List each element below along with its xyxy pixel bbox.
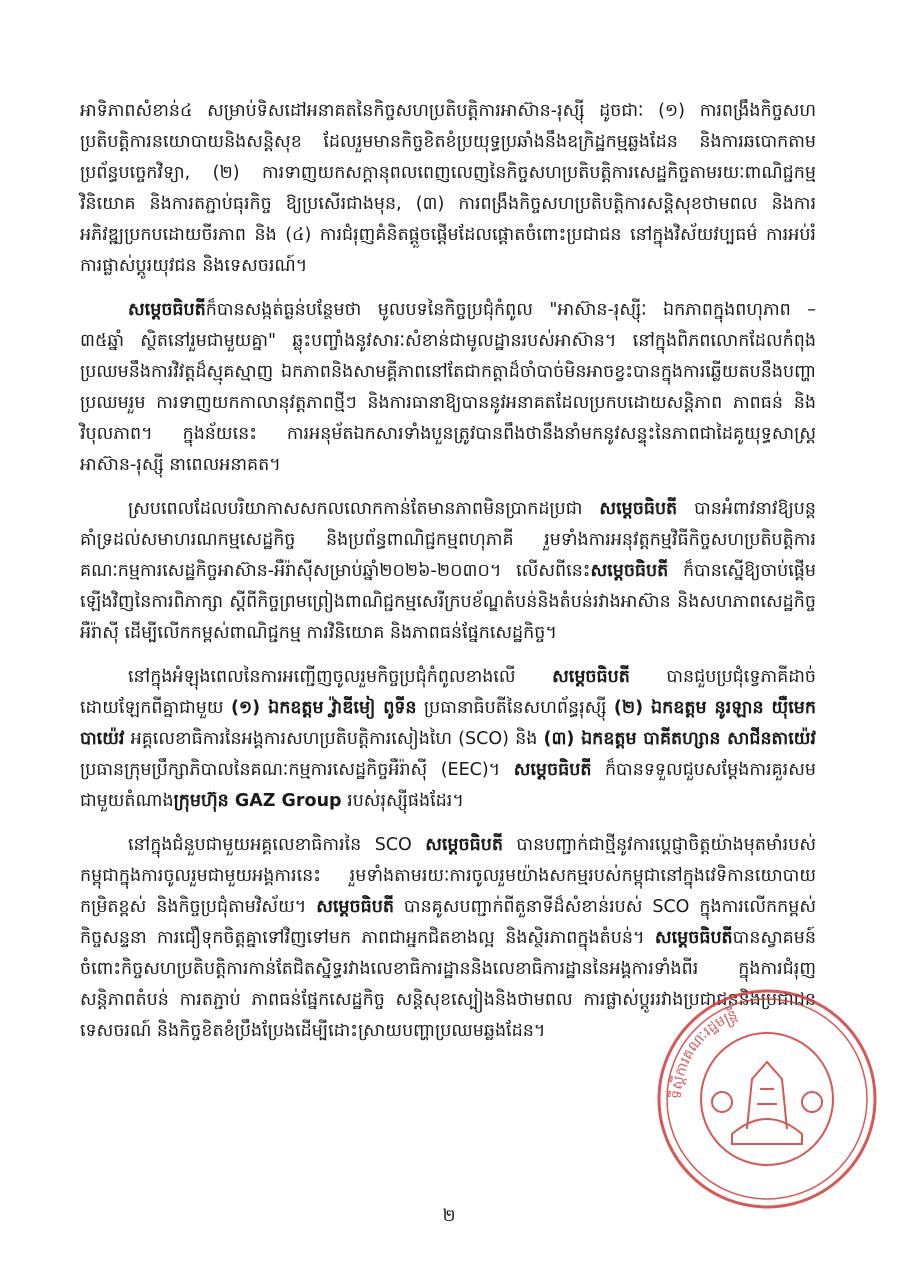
official-seal-icon bbox=[652, 984, 882, 1214]
document-body bbox=[80, 96, 816, 1060]
seal-emblem-right-figure bbox=[802, 1092, 822, 1112]
bold-text: សម្តេចធិបតី bbox=[552, 667, 630, 687]
bold-text: សម្តេចធិបតី bbox=[425, 835, 503, 855]
bold-text: សម្តេចធិបតី bbox=[513, 760, 592, 780]
paragraph-1 bbox=[80, 96, 816, 282]
bold-text: សម្តេចធិបតី bbox=[599, 499, 678, 519]
seal-center-ring bbox=[701, 1033, 833, 1165]
body-text: បានជួបប្រជុំទ្វេភាគីដាច់ដោយឡែកពីគ្នាជាមួយ bbox=[80, 667, 816, 718]
body-text: នៅក្នុងជំនួបជាមួយអគ្គលេខាធិការនៃ SCO bbox=[128, 835, 426, 855]
body-text: ក៏បានសង្កត់ធ្ងន់បន្ថែមថា មូលបទនៃកិច្ចប្រជុំកំពូល "អាស៊ាន-រុស្ស៊ីៈ ឯកភាពក្នុងពហុភាព – ៣៥ឆ្នាំ ស្ថិតនៅរួមជាមួយគ្នា" ឆ្លុះបញ្ចាំងនូវសារៈសំខាន់ជាមូលដ្ឋានរបស់អាស៊ាន។ នៅក្នុងពិភពលោកដែលកំពុងប្រឈមនឹងការវិវត្តដ៏ស្មុគស្មាញ ឯកភាពនិងសាមគ្គីភាពនៅតែជាកត្តាដ៏ចាំបាច់មិនអាចខ្វះបានក្នុងការឆ្លើយតបនឹងបញ្ហាប្រឈមរួម ការទាញយកកាលានុវត្តភាពថ្មីៗ និងការធានាឱ្យបាននូវអនាគតដែលប្រកបដោយសន្តិភាព ភាពធន់ និងវិបុលភាព។ ក្នុងន័យនេះ ការអនុម័តឯកសារទាំងបួនត្រូវបានពឹងថានឹងនាំមកនូវសន្ទុះនៃភាពជាដៃគូយុទ្ធសាស្ត្រអាស៊ាន-រុស្ស៊ី នាពេលអនាគត។ bbox=[80, 300, 816, 475]
bold-text: សម្តេចធិបតី bbox=[316, 897, 394, 917]
body-text: ស្របពេលដែលបរិយាកាសសកលលោកកាន់តែមានភាពមិនប្រាកដប្រជា bbox=[128, 499, 600, 519]
bold-text: សម្តេចធិបតី bbox=[590, 561, 669, 581]
body-text: បានគូសបញ្ជាក់ពីតួនាទីដ៏សំខាន់របស់ SCO ក្នុងការលើកកម្ពស់កិច្ចសន្ទនា ការជឿទុកចិត្តគ្នាទៅវិញទៅមក ភាពជាអ្នកជិតខាងល្អ និងស្ថិរភាពក្នុងតំបន់។ bbox=[80, 897, 816, 948]
bold-text: សម្តេចធិបតី bbox=[654, 928, 733, 948]
seal-emblem-left-figure bbox=[712, 1092, 732, 1112]
page-number: ២ bbox=[442, 1206, 456, 1226]
body-text: បានបញ្ជាក់ជាថ្មីនូវការប្តេជ្ញាចិត្តយ៉ាងមុតមាំរបស់កម្ពុជាក្នុងការចូលរួមជាមួយអង្គការនេះ រួមទាំងតាមរយៈការចូលរួមយ៉ាងសកម្មរបស់កម្ពុជានៅក្នុងវេទិកានយោបាយកម្រិតខ្ពស់ និងកិច្ចប្រជុំតាមវិស័យ។ bbox=[80, 835, 816, 917]
paragraph-2 bbox=[80, 295, 816, 481]
seal-ring-text: ទីស្តីការគណៈរដ្ឋមន្ត្រី bbox=[668, 1006, 740, 1100]
body-text: នៅក្នុងអំឡុងពេលនៃការអញ្ជើញចូលរួមកិច្ចប្រជុំកំពូលខាងលើ bbox=[128, 667, 553, 687]
bold-text: សម្តេចធិបតី bbox=[128, 300, 206, 320]
bold-text: (៣) ឯកឧត្តម បាគីតហ្សាន សាជីនតាយ៉េវ bbox=[543, 729, 816, 749]
body-text: ប្រធានាធិបតីនៃសហព័ន្ធរុស្ស៊ី bbox=[416, 698, 614, 718]
body-text: ប្រធានក្រុមប្រឹក្សាភិបាលនៃគណៈកម្មការសេដ្ឋកិច្ចអឺរ៉ាស៊ី (EEC)។ bbox=[80, 760, 514, 780]
seal-outer-ring bbox=[659, 991, 875, 1207]
body-text: អាទិភាពសំខាន់៤ សម្រាប់ទិសដៅអនាគតនៃកិច្ចសហប្រតិបត្តិការអាស៊ាន-រុស្ស៊ី ដូចជាៈ (១) ការពង្រឹងកិច្ចសហប្រតិបត្តិការនយោបាយនិងសន្តិសុខ ដែលរួមមានកិច្ចខិតខំប្រយុទ្ធប្រឆាំងនឹងឧក្រិដ្ឋកម្មឆ្លងដែន និងការឆបោកតាមប្រព័ន្ធបច្ចេកវិទ្យា, (២) ការទាញយកសក្តានុពលពេញលេញនៃកិច្ចសហប្រតិបត្តិការសេដ្ឋកិច្ចតាមរយៈពាណិជ្ជកម្ម វិនិយោគ និងការតភ្ជាប់ធុរកិច្ច ឱ្យប្រសើរជាងមុន, (៣) ការពង្រឹងកិច្ចសហប្រតិបត្តិការសន្តិសុខថាមពល និងការអភិវឌ្ឍប្រកបដោយចីរភាព និង (៤) ការជំរុញគំនិតផ្តួចផ្តើមដែលផ្តោតចំពោះប្រជាជន នៅក្នុងវិស័យវប្បធម៌ ការអប់រំ ការផ្លាស់ប្តូរយុវជន និងទេសចរណ៍។ bbox=[80, 101, 816, 276]
bold-text: (២) ឯកឧត្តម នូរឡាន យ៉ឺមេកបាយ៉េវ bbox=[80, 698, 816, 749]
body-text: របស់រុស្ស៊ីផងដែរ។ bbox=[341, 791, 464, 811]
body-text: អគ្គលេខាធិការនៃអង្គការសហប្រតិបត្តិការសៀងហៃ (SCO) និង bbox=[124, 729, 544, 749]
paragraph-4 bbox=[80, 662, 816, 817]
body-text: បានស្វាគមន៍ចំពោះកិច្ចសហប្រតិបត្តិការកាន់តែជិតស្និទ្ធរវាងលេខាធិការដ្ឋាននិងលេខាធិការដ្ឋាននៃអង្គការទាំងពីរ ក្នុងការជំរុញសន្តិភាពតំបន់ ការតភ្ជាប់ ភាពធន់ផ្នែកសេដ្ឋកិច្ច សន្តិសុខស្បៀងនិងថាមពល ការផ្លាស់ប្តូររវាងប្រជាជននិងប្រជាជន ទេសចរណ៍ និងកិច្ចខិតខំប្រឹងប្រែងដើម្បីដោះស្រាយបញ្ហាប្រឈមឆ្លងដែន។ bbox=[80, 928, 816, 1041]
seal-emblem-base bbox=[732, 1119, 802, 1144]
bold-text: ក្រុមហ៊ុន GAZ Group bbox=[173, 791, 342, 811]
body-text: បានអំពាវនាវឱ្យបន្តគាំទ្រដល់សមាហរណកម្មសេដ្ឋកិច្ច និងប្រព័ន្ធពាណិជ្ជកម្មពហុភាគី រួមទាំងការអនុវត្តកម្មវិធីកិច្ចសហប្រតិបត្តិការគណៈកម្មការសេដ្ឋកិច្ចអាស៊ាន-អឺរ៉ាស៊ីសម្រាប់ឆ្នាំ២០២៦-២០៣០។ លើសពីនេះ bbox=[80, 499, 816, 581]
body-text: ក៏បានស្នើឱ្យចាប់ផ្តើមឡើងវិញនៃការពិភាក្សា ស្តីពីកិច្ចព្រមព្រៀងពាណិជ្ជកម្មសេរីក្របខ័ណ្ឌតំបន់និងតំបន់រវាងអាស៊ាន និងសហភាពសេដ្ឋកិច្ចអឺរ៉ាស៊ី ដើម្បីលើកកម្ពស់ពាណិជ្ជកម្ម ការវិនិយោគ និងភាពធន់ផ្នែកសេដ្ឋកិច្ច។ bbox=[80, 561, 816, 643]
seal-inner-ring bbox=[667, 999, 867, 1199]
paragraph-3 bbox=[80, 494, 816, 649]
body-text: ក៏បានទទួលជួបសម្តែងការគួរសមជាមួយតំណាង bbox=[80, 760, 817, 811]
seal-emblem-detail bbox=[757, 1089, 777, 1104]
bold-text: (១) ឯកឧត្តម វ្ល៉ាឌីមៀ ពូទីន bbox=[230, 698, 417, 718]
